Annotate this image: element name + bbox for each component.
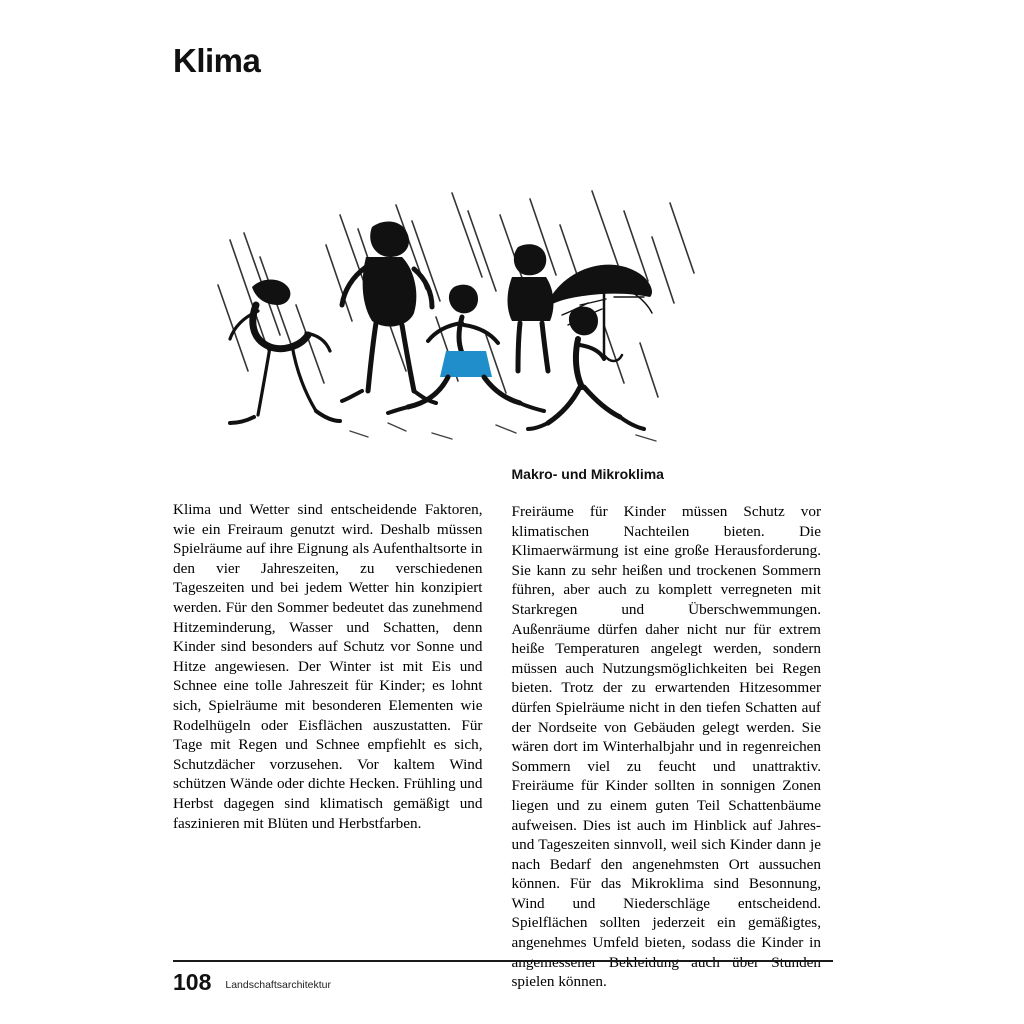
body-columns bbox=[173, 466, 821, 992]
left-column-head-spacer bbox=[173, 466, 483, 500]
left-column-body: Klima und Wetter sind entscheidende Faktoren, wie ein Freiraum genutzt wird. Deshalb müssen Spielräume auf ihre Eignung als Aufenthaltsorte in den vier Jahreszeiten, zu verschiedenen Tageszeiten und bei jedem Wetter hin konzipiert werden. Für den Sommer bedeutet das zunehmend Hitzeminderung, Wasser und Schatten, denn Kinder sind besonders auf Schutz vor Sonne und Hitze angewiesen. Der Winter ist mit Eis und Schnee eine tolle Jahreszeit für Kinder; es lohnt sich, Spielräume mit besonderen Elementen wie Rodelhügeln oder Eisflächen auszustatten. Für Tage mit Regen und Schnee empfiehlt es sich, Schutzdächer vorzusehen. Vor kaltem Wind schützen Wände oder dichte Hecken. Frühling und Herbst dagegen sind klimatisch gemäßigt und faszinieren mit Blüten und Herbstfarben. bbox=[173, 501, 483, 832]
page-title: Klima bbox=[173, 42, 261, 80]
footer-section-label: Landschaftsarchitektur bbox=[225, 979, 332, 991]
page-footer bbox=[173, 960, 833, 996]
page-number: 108 bbox=[173, 969, 212, 995]
right-column-body: Freiräume für Kinder müssen Schutz vor klimatischen Nachteilen bieten. Die Klimaerwärmung ist eine große Herausforderung. Sie kann zu sehr heißen und trockenen Sommern führen, aber auch zu komplett verregneten mit Starkregen und Überschwemmungen. Außenräume dürfen daher nicht nur für extrem heiße Temperaturen angelegt werden, sondern müssen auch Nutzungsmöglichkeiten bei Regen bieten. Trotz der zu erwartenden Hitzesommer dürfen Spielräume nicht in den tiefen Schatten auf der Nordseite von Gebäuden gelegt werden. Sie wären dort im Winterhalbjahr und in regenreichen Sommern viel zu feucht und unattraktiv. Freiräume für Kinder sollten in sonnigen Zonen liegen und zu einem guten Teil Schattenbäume aufweisen. Dies ist auch im Hinblick auf Jahres- und Tageszeiten sinnvoll, weil sich Kinder dann je nach Bedarf den angenehmsten Ort aussuchen können. Für das Mikroklima sind Besonnung, Wind und Niederschläge entscheidend. Spielflächen sollten jederzeit ein gemäßigtes, angenehmes Umfeld bieten, sodass die Kinder in angemessener Bekleidung auch über Stunden spielen können. bbox=[511, 503, 821, 991]
right-column bbox=[512, 466, 822, 992]
accent-shape bbox=[440, 351, 492, 377]
right-column-subhead: Makro- und Mikroklima bbox=[511, 466, 664, 482]
illustration-ink-sketch-children-in-rain bbox=[200, 185, 720, 455]
illustration-svg bbox=[200, 185, 720, 455]
left-column bbox=[173, 466, 483, 992]
